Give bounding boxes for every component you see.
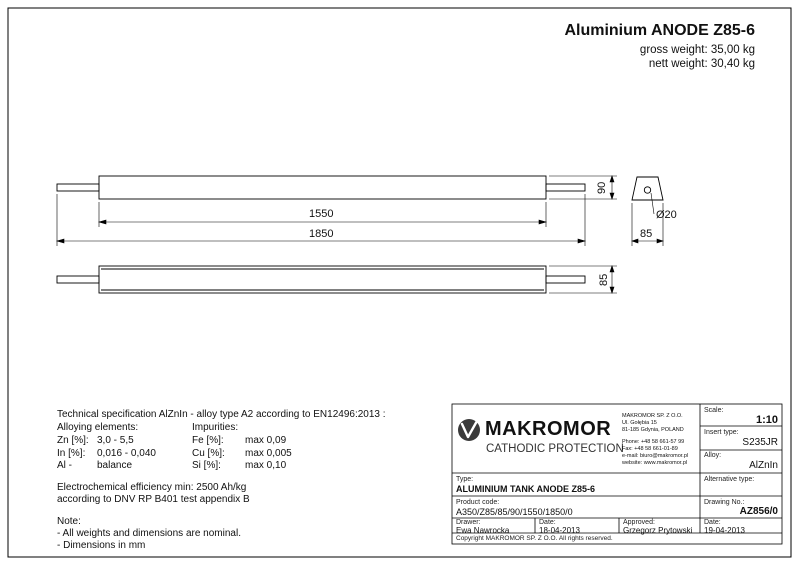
alloy-label: Alloy: (704, 452, 722, 459)
impurity-val: max 0,09 (245, 435, 287, 446)
makromor-logo-icon (458, 419, 480, 441)
address-line: MAKROMOR SP. Z O.O. (622, 413, 683, 419)
type-label: Type: (456, 476, 474, 483)
note-title: Note: (57, 516, 81, 527)
impurity-el: Cu [%]: (192, 448, 225, 459)
date-label: Date: (539, 519, 556, 526)
insert-value: S235JR (742, 437, 778, 448)
note-2: - Dimensions in mm (57, 540, 146, 551)
date-value: 18-04-2013 (539, 526, 580, 535)
anode-top-view (57, 176, 585, 199)
alloy-val: 3,0 - 5,5 (97, 435, 134, 446)
drawer-value: Ewa Nawrocka (456, 526, 510, 535)
drawing-no-value: AZ856/0 (739, 506, 778, 517)
dim-85-end-label: 85 (640, 228, 653, 240)
anode-end-view (632, 177, 663, 200)
note-1: - All weights and dimensions are nominal. (57, 528, 241, 539)
scale-value: 1:10 (755, 414, 778, 426)
impurity-val: max 0,005 (245, 448, 292, 459)
impurities-heading: Impurities: (192, 422, 239, 433)
alloy-el: In [%]: (57, 448, 86, 459)
dim-90-label: 90 (596, 181, 608, 194)
dim-1850-label: 1850 (309, 228, 334, 240)
impurity-el: Si [%]: (192, 460, 221, 471)
company-name: MAKROMOR (485, 418, 612, 440)
impurity-val: max 0,10 (245, 460, 287, 471)
nett-weight: nett weight: 30,40 kg (648, 58, 755, 70)
alloy-value: AlZnIn (749, 460, 778, 471)
alloy-val: balance (97, 460, 133, 471)
type-value: ALUMINIUM TANK ANODE Z85-6 (456, 484, 595, 494)
company-subtitle: CATHODIC PROTECTION (486, 443, 624, 455)
address-line: 81-185 Gdynia, POLAND (622, 427, 684, 433)
spec-title: Technical specification AlZnIn - alloy type A2 according to EN12496:2013 : (57, 409, 386, 420)
efficiency-line2: according to DNV RP B401 test appendix B (57, 494, 250, 505)
website: website: www.makromor.pl (622, 460, 688, 466)
copyright: Copyright MAKROMOR SP. Z O.O. All rights reserved. (456, 535, 613, 542)
gross-weight: gross weight: 35,00 kg (639, 44, 755, 56)
alloy-el: Al - (57, 460, 72, 471)
efficiency-line1: Electrochemical efficiency min: 2500 Ah/kg (57, 482, 247, 493)
anode-side-view (57, 266, 585, 293)
dim-85-side-label: 85 (598, 273, 610, 286)
insert-label: Insert type: (704, 429, 739, 436)
product-code-value: A350/Z85/85/90/1550/1850/0 (456, 507, 573, 517)
fax: Fax: +48 58 661-01-89 (622, 446, 678, 452)
phone: Phone: +48 58 661-57 99 (622, 439, 685, 445)
date-label: Date: (704, 519, 721, 526)
alloy-val: 0,016 - 0,040 (97, 448, 156, 459)
date-value: 19-04-2013 (704, 526, 745, 535)
address-line: Ul. Gołębia 15 (622, 420, 657, 426)
drawer-label: Drawer: (456, 519, 481, 526)
dim-1550-label: 1550 (309, 208, 334, 220)
dim-20-label: Ø20 (656, 209, 677, 221)
approved-value: Grzegorz Prytowski (623, 526, 693, 535)
alternative-type-label: Alternative type: (704, 476, 755, 483)
drawing-no-label: Drawing No.: (704, 499, 745, 506)
drawing-title: Aluminium ANODE Z85-6 (564, 22, 755, 39)
email: e-mail: biuro@makromor.pl (622, 453, 689, 459)
sheet-frame (8, 8, 791, 557)
approved-label: Approved: (623, 519, 655, 526)
alloy-el: Zn [%]: (57, 435, 89, 446)
product-code-label: Product code: (456, 499, 500, 506)
alloying-heading: Alloying elements: (57, 422, 139, 433)
scale-label: Scale: (704, 407, 724, 414)
impurity-el: Fe [%]: (192, 435, 224, 446)
